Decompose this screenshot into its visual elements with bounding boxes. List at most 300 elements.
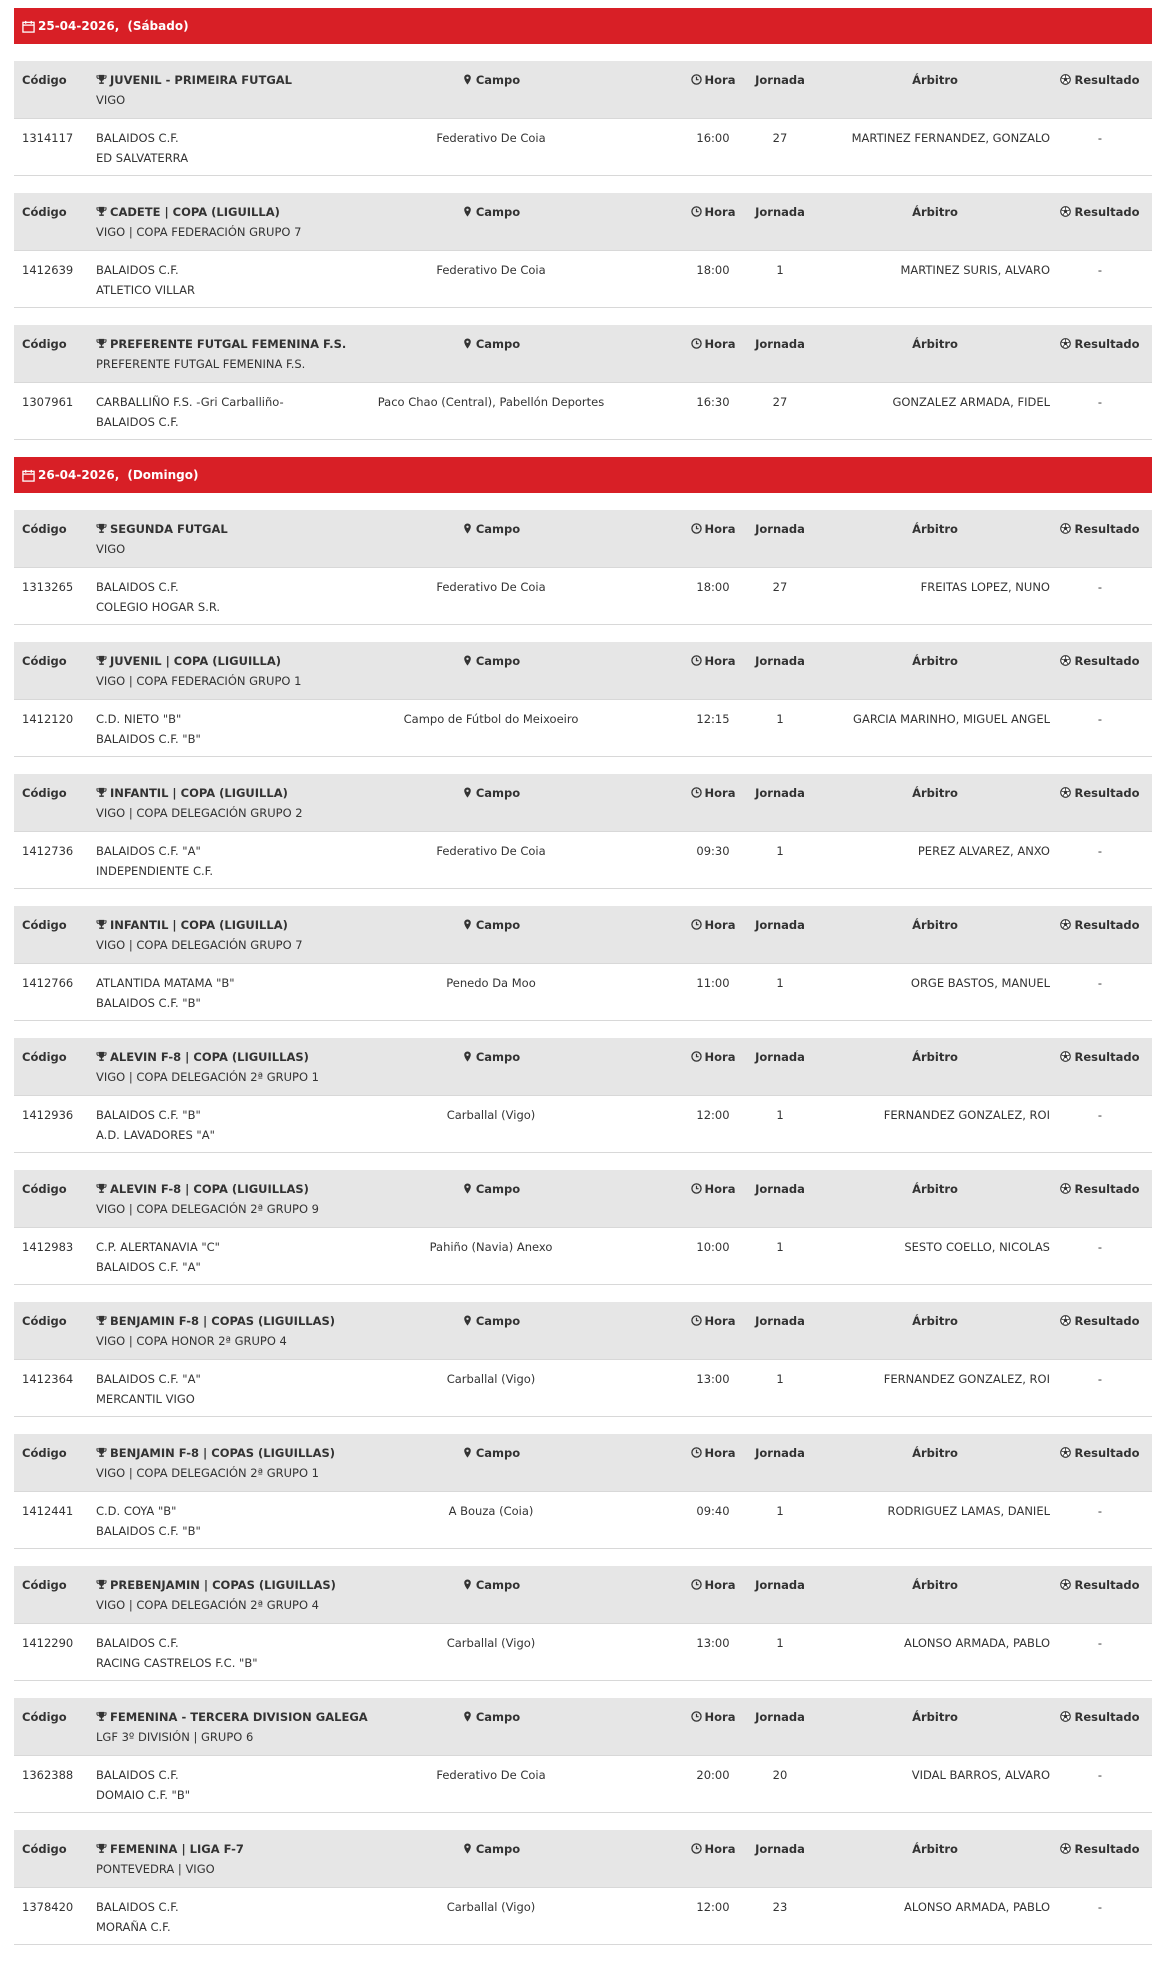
competition-name: JUVENIL - PRIMEIRA FUTGAL: [110, 73, 292, 87]
match-time: 12:15: [696, 712, 730, 726]
match-result: -: [1097, 580, 1103, 594]
code-header: Código: [22, 918, 67, 932]
away-team[interactable]: ATLETICO VILLAR: [96, 283, 196, 297]
home-team[interactable]: BALAIDOS C.F.: [96, 1636, 179, 1650]
match-header-row: [14, 1566, 1152, 1624]
competition[interactable]: [96, 651, 301, 691]
match-row[interactable]: [14, 1096, 1152, 1153]
match-referee: FERNANDEZ GONZALEZ, ROI: [883, 1372, 1050, 1386]
match-teams: [96, 709, 201, 749]
resultado-header-label: Resultado: [1074, 1710, 1140, 1724]
match-result: -: [1097, 844, 1103, 858]
competition[interactable]: [96, 202, 301, 242]
code-header: Código: [22, 1578, 67, 1592]
soccer-ball-icon: [1060, 206, 1071, 217]
match-field[interactable]: Federativo De Coia: [436, 580, 546, 594]
match-round: 1: [776, 1108, 784, 1122]
campo-header-label: Campo: [475, 337, 521, 351]
map-marker-icon: [462, 655, 473, 666]
clock-icon: [691, 919, 702, 930]
match-round: 1: [776, 1372, 784, 1386]
match-teams: [96, 1105, 215, 1145]
match-time: 16:00: [696, 131, 730, 145]
match-row[interactable]: [14, 1888, 1152, 1945]
arbitro-header: Árbitro: [912, 786, 958, 800]
competition-group: VIGO | COPA DELEGACIÓN 2ª GRUPO 1: [96, 1466, 319, 1480]
trophy-icon: [96, 919, 107, 930]
match-field[interactable]: Federativo De Coia: [436, 131, 546, 145]
match-row[interactable]: [14, 964, 1152, 1021]
competition[interactable]: [96, 915, 303, 955]
match-row[interactable]: [14, 1492, 1152, 1549]
competition[interactable]: [96, 783, 303, 823]
match-field[interactable]: Carballal (Vigo): [446, 1636, 536, 1650]
campo-header: [314, 1311, 668, 1331]
trophy-icon: [96, 1711, 107, 1722]
day-section: [14, 8, 1152, 440]
competition-name: INFANTIL | COPA (LIGUILLA): [110, 918, 288, 932]
match-field[interactable]: Federativo De Coia: [436, 1768, 546, 1782]
campo-header: [314, 1575, 668, 1595]
match-time: 16:30: [696, 395, 730, 409]
campo-header: [314, 70, 668, 90]
competition-group: VIGO: [96, 542, 126, 556]
match-round: 20: [772, 1768, 788, 1782]
arbitro-header: Árbitro: [912, 654, 958, 668]
away-team[interactable]: BALAIDOS C.F. "B": [96, 732, 201, 746]
match-field[interactable]: Carballal (Vigo): [446, 1372, 536, 1386]
match-code: 1412364: [22, 1372, 74, 1386]
match-row[interactable]: [14, 383, 1152, 440]
arbitro-header: Árbitro: [912, 1710, 958, 1724]
competition[interactable]: [96, 519, 228, 559]
campo-header-label: Campo: [475, 1314, 521, 1328]
match-teams: [96, 1633, 258, 1673]
arbitro-header: Árbitro: [912, 73, 958, 87]
match-round: 1: [776, 1636, 784, 1650]
jornada-header: Jornada: [755, 522, 805, 536]
match-code: 1412983: [22, 1240, 74, 1254]
match-referee: MARTINEZ SURIS, ALVARO: [900, 263, 1050, 277]
match-header-row: [14, 1302, 1152, 1360]
jornada-header: Jornada: [755, 1314, 805, 1328]
trophy-icon: [96, 787, 107, 798]
resultado-header-label: Resultado: [1074, 1050, 1140, 1064]
match-field[interactable]: Carballal (Vigo): [446, 1108, 536, 1122]
map-marker-icon: [462, 1447, 473, 1458]
hora-header-label: Hora: [704, 1710, 736, 1724]
resultado-header: [1048, 334, 1152, 354]
match-header-row: [14, 325, 1152, 383]
arbitro-header: Árbitro: [912, 1842, 958, 1856]
jornada-header: Jornada: [755, 1050, 805, 1064]
resultado-header-label: Resultado: [1074, 337, 1140, 351]
away-team[interactable]: A.D. LAVADORES "A": [96, 1128, 215, 1142]
campo-header-label: Campo: [475, 1050, 521, 1064]
fixtures-list: [14, 8, 1152, 1962]
match-time: 18:00: [696, 580, 730, 594]
match-result: -: [1097, 1240, 1103, 1254]
hora-header-label: Hora: [704, 73, 736, 87]
code-header: Código: [22, 337, 67, 351]
campo-header: [314, 651, 668, 671]
competition[interactable]: [96, 1047, 319, 1087]
jornada-header: Jornada: [755, 918, 805, 932]
map-marker-icon: [462, 1183, 473, 1194]
clock-icon: [691, 1051, 702, 1062]
match-field[interactable]: A Bouza (Coia): [448, 1504, 534, 1518]
match-field[interactable]: Federativo De Coia: [436, 263, 546, 277]
match-round: 27: [772, 131, 788, 145]
match-row[interactable]: [14, 119, 1152, 176]
match-block: [14, 1698, 1152, 1813]
hora-header-label: Hora: [704, 1446, 736, 1460]
match-referee: GARCIA MARINHO, MIGUEL ANGEL: [853, 712, 1050, 726]
competition-name: ALEVIN F-8 | COPA (LIGUILLAS): [110, 1050, 309, 1064]
map-marker-icon: [462, 787, 473, 798]
match-row[interactable]: [14, 1228, 1152, 1285]
trophy-icon: [96, 523, 107, 534]
match-field[interactable]: Penedo Da Moo: [446, 976, 536, 990]
soccer-ball-icon: [1060, 1711, 1071, 1722]
competition-name: SEGUNDA FUTGAL: [110, 522, 228, 536]
match-result: -: [1097, 263, 1103, 277]
arbitro-header: Árbitro: [912, 1578, 958, 1592]
match-code: 1378420: [22, 1900, 74, 1914]
match-referee: PEREZ ALVAREZ, ANXO: [917, 844, 1050, 858]
jornada-header: Jornada: [755, 786, 805, 800]
match-block: [14, 1038, 1152, 1153]
code-header: Código: [22, 205, 67, 219]
match-result: -: [1097, 1900, 1103, 1914]
match-time: 09:40: [696, 1504, 730, 1518]
campo-header: [314, 1839, 668, 1859]
campo-header: [314, 202, 668, 222]
resultado-header: [1048, 202, 1152, 222]
jornada-header: Jornada: [755, 1578, 805, 1592]
match-code: 1412120: [22, 712, 74, 726]
hora-header-label: Hora: [704, 1050, 736, 1064]
away-team[interactable]: MERCANTIL VIGO: [96, 1392, 195, 1406]
match-code: 1412290: [22, 1636, 74, 1650]
competition-group: VIGO | COPA DELEGACIÓN GRUPO 2: [96, 806, 303, 820]
home-team[interactable]: BALAIDOS C.F. "A": [96, 1372, 201, 1386]
away-team[interactable]: RACING CASTRELOS F.C. "B": [96, 1656, 258, 1670]
away-team[interactable]: COLEGIO HOGAR S.R.: [96, 600, 221, 614]
clock-icon: [691, 787, 702, 798]
away-team[interactable]: ED SALVATERRA: [96, 151, 189, 165]
match-row[interactable]: [14, 1360, 1152, 1417]
competition-name: BENJAMIN F-8 | COPAS (LIGUILLAS): [110, 1446, 336, 1460]
campo-header-label: Campo: [475, 1446, 521, 1460]
soccer-ball-icon: [1060, 338, 1071, 349]
match-teams: [96, 1897, 179, 1937]
competition[interactable]: [96, 1575, 336, 1615]
match-header-row: [14, 510, 1152, 568]
campo-header-label: Campo: [475, 522, 521, 536]
match-time: 10:00: [696, 1240, 730, 1254]
match-block: [14, 61, 1152, 176]
arbitro-header: Árbitro: [912, 1050, 958, 1064]
trophy-icon: [96, 655, 107, 666]
trophy-icon: [96, 74, 107, 85]
match-header-row: [14, 1830, 1152, 1888]
competition[interactable]: [96, 1311, 335, 1351]
home-team[interactable]: BALAIDOS C.F.: [96, 580, 179, 594]
away-team[interactable]: BALAIDOS C.F.: [96, 415, 179, 429]
clock-icon: [691, 523, 702, 534]
campo-header: [314, 1443, 668, 1463]
match-header-row: [14, 642, 1152, 700]
competition-name: PREFERENTE FUTGAL FEMENINA F.S.: [110, 337, 347, 351]
match-code: 1307961: [22, 395, 74, 409]
match-time: 12:00: [696, 1900, 730, 1914]
competition-group: PONTEVEDRA | VIGO: [96, 1862, 215, 1876]
resultado-header: [1048, 1179, 1152, 1199]
competition[interactable]: [96, 1443, 335, 1483]
code-header: Código: [22, 786, 67, 800]
day-header: [14, 457, 1152, 493]
match-row[interactable]: [14, 700, 1152, 757]
arbitro-header: Árbitro: [912, 205, 958, 219]
home-team[interactable]: BALAIDOS C.F.: [96, 1900, 179, 1914]
competition-group: VIGO | COPA FEDERACIÓN GRUPO 1: [96, 674, 302, 688]
match-block: [14, 906, 1152, 1021]
clock-icon: [691, 338, 702, 349]
campo-header: [314, 334, 668, 354]
campo-header-label: Campo: [475, 1578, 521, 1592]
match-header-row: [14, 61, 1152, 119]
trophy-icon: [96, 1843, 107, 1854]
day-date: 26-04-2026,: [38, 468, 120, 482]
hora-header-label: Hora: [704, 522, 736, 536]
jornada-header: Jornada: [755, 1182, 805, 1196]
match-field[interactable]: Federativo De Coia: [436, 844, 546, 858]
arbitro-header: Árbitro: [912, 1182, 958, 1196]
soccer-ball-icon: [1060, 523, 1071, 534]
resultado-header-label: Resultado: [1074, 522, 1140, 536]
campo-header: [314, 915, 668, 935]
map-marker-icon: [462, 1579, 473, 1590]
soccer-ball-icon: [1060, 1447, 1071, 1458]
clock-icon: [691, 1711, 702, 1722]
match-code: 1362388: [22, 1768, 74, 1782]
competition-group: VIGO: [96, 93, 126, 107]
home-team[interactable]: C.P. ALERTANAVIA "C": [96, 1240, 220, 1254]
competition-name: CADETE | COPA (LIGUILLA): [110, 205, 280, 219]
resultado-header-label: Resultado: [1074, 1446, 1140, 1460]
match-field[interactable]: Carballal (Vigo): [446, 1900, 536, 1914]
resultado-header: [1048, 915, 1152, 935]
match-row[interactable]: [14, 1624, 1152, 1681]
match-header-row: [14, 906, 1152, 964]
match-code: 1412736: [22, 844, 74, 858]
arbitro-header: Árbitro: [912, 1314, 958, 1328]
home-team[interactable]: ATLANTIDA MATAMA "B": [96, 976, 235, 990]
map-marker-icon: [462, 338, 473, 349]
match-field[interactable]: Pahiño (Navia) Anexo: [429, 1240, 553, 1254]
soccer-ball-icon: [1060, 919, 1071, 930]
match-teams: [96, 1369, 201, 1409]
campo-header-label: Campo: [475, 205, 521, 219]
match-round: 1: [776, 844, 784, 858]
match-header-row: [14, 774, 1152, 832]
clock-icon: [691, 1315, 702, 1326]
match-result: -: [1097, 1372, 1103, 1386]
match-header-row: [14, 1038, 1152, 1096]
away-team[interactable]: MORAÑA C.F.: [96, 1920, 171, 1934]
code-header: Código: [22, 522, 67, 536]
match-row[interactable]: [14, 568, 1152, 625]
campo-header-label: Campo: [475, 1710, 521, 1724]
soccer-ball-icon: [1060, 1183, 1071, 1194]
match-row[interactable]: [14, 251, 1152, 308]
clock-icon: [691, 1447, 702, 1458]
match-teams: [96, 841, 213, 881]
home-team[interactable]: CARBALLIÑO F.S. -Gri Carballiño-: [96, 395, 284, 409]
campo-header-label: Campo: [475, 918, 521, 932]
home-team[interactable]: BALAIDOS C.F. "B": [96, 1108, 201, 1122]
trophy-icon: [96, 1183, 107, 1194]
match-round: 1: [776, 1504, 784, 1518]
clock-icon: [691, 1579, 702, 1590]
match-time: 13:00: [696, 1636, 730, 1650]
match-round: 1: [776, 263, 784, 277]
code-header: Código: [22, 1842, 67, 1856]
soccer-ball-icon: [1060, 1579, 1071, 1590]
match-time: 09:30: [696, 844, 730, 858]
soccer-ball-icon: [1060, 655, 1071, 666]
hora-header-label: Hora: [704, 205, 736, 219]
competition-group: VIGO | COPA FEDERACIÓN GRUPO 7: [96, 225, 302, 239]
competition-group: LGF 3º DIVISIÓN | GRUPO 6: [96, 1730, 254, 1744]
away-team[interactable]: INDEPENDIENTE C.F.: [96, 864, 214, 878]
competition-name: BENJAMIN F-8 | COPAS (LIGUILLAS): [110, 1314, 336, 1328]
away-team[interactable]: BALAIDOS C.F. "B": [96, 996, 201, 1010]
day-section: [14, 457, 1152, 1945]
campo-header-label: Campo: [475, 1182, 521, 1196]
away-team[interactable]: BALAIDOS C.F. "B": [96, 1524, 201, 1538]
match-block: [14, 1830, 1152, 1945]
match-referee: VIDAL BARROS, ALVARO: [911, 1768, 1050, 1782]
competition-group: VIGO | COPA HONOR 2ª GRUPO 4: [96, 1334, 287, 1348]
home-team[interactable]: C.D. COYA "B": [96, 1504, 177, 1518]
competition-group: VIGO | COPA DELEGACIÓN 2ª GRUPO 9: [96, 1202, 319, 1216]
arbitro-header: Árbitro: [912, 337, 958, 351]
day-header: [14, 8, 1152, 44]
match-referee: GONZALEZ ARMADA, FIDEL: [892, 395, 1050, 409]
competition[interactable]: [96, 70, 292, 110]
calendar-icon: [22, 469, 35, 482]
campo-header-label: Campo: [475, 73, 521, 87]
map-marker-icon: [462, 1315, 473, 1326]
resultado-header-label: Resultado: [1074, 654, 1140, 668]
trophy-icon: [96, 1051, 107, 1062]
competition[interactable]: [96, 334, 346, 374]
map-marker-icon: [462, 74, 473, 85]
hora-header-label: Hora: [704, 337, 736, 351]
resultado-header-label: Resultado: [1074, 73, 1140, 87]
hora-header-label: Hora: [704, 1314, 736, 1328]
match-round: 1: [776, 712, 784, 726]
home-team[interactable]: BALAIDOS C.F.: [96, 263, 179, 277]
match-header-row: [14, 1698, 1152, 1756]
hora-header-label: Hora: [704, 654, 736, 668]
match-result: -: [1097, 1504, 1103, 1518]
match-time: 13:00: [696, 1372, 730, 1386]
home-team[interactable]: BALAIDOS C.F. "A": [96, 844, 201, 858]
campo-header-label: Campo: [475, 1842, 521, 1856]
competition-name: PREBENJAMIN | COPAS (LIGUILLAS): [110, 1578, 336, 1592]
home-team[interactable]: C.D. NIETO "B": [96, 712, 182, 726]
campo-header: [314, 1707, 668, 1727]
away-team[interactable]: DOMAIO C.F. "B": [96, 1788, 191, 1802]
jornada-header: Jornada: [755, 337, 805, 351]
resultado-header: [1048, 1443, 1152, 1463]
match-row[interactable]: [14, 832, 1152, 889]
match-code: 1313265: [22, 580, 74, 594]
match-field[interactable]: Campo de Fútbol do Meixoeiro: [403, 712, 579, 726]
jornada-header: Jornada: [755, 1842, 805, 1856]
match-block: [14, 193, 1152, 308]
competition[interactable]: [96, 1839, 244, 1879]
match-round: 1: [776, 1240, 784, 1254]
clock-icon: [691, 1843, 702, 1854]
match-field[interactable]: Paco Chao (Central), Pabellón Deportes: [377, 395, 605, 409]
jornada-header: Jornada: [755, 654, 805, 668]
match-block: [14, 642, 1152, 757]
match-round: 1: [776, 976, 784, 990]
trophy-icon: [96, 206, 107, 217]
resultado-header: [1048, 70, 1152, 90]
match-referee: SESTO COELLO, NICOLAS: [904, 1240, 1050, 1254]
map-marker-icon: [462, 1843, 473, 1854]
clock-icon: [691, 655, 702, 666]
match-result: -: [1097, 1636, 1103, 1650]
code-header: Código: [22, 1314, 67, 1328]
campo-header: [314, 783, 668, 803]
resultado-header: [1048, 1047, 1152, 1067]
resultado-header-label: Resultado: [1074, 1182, 1140, 1196]
jornada-header: Jornada: [755, 205, 805, 219]
match-time: 12:00: [696, 1108, 730, 1122]
match-teams: [96, 1765, 190, 1805]
resultado-header: [1048, 1707, 1152, 1727]
match-teams: [96, 973, 235, 1013]
match-referee: MARTINEZ FERNANDEZ, GONZALO: [851, 131, 1050, 145]
campo-header: [314, 1179, 668, 1199]
resultado-header-label: Resultado: [1074, 1578, 1140, 1592]
match-teams: [96, 1501, 201, 1541]
match-row[interactable]: [14, 1756, 1152, 1813]
match-block: [14, 1302, 1152, 1417]
trophy-icon: [96, 1315, 107, 1326]
match-block: [14, 325, 1152, 440]
resultado-header: [1048, 651, 1152, 671]
competition-name: ALEVIN F-8 | COPA (LIGUILLAS): [110, 1182, 309, 1196]
competition[interactable]: [96, 1179, 319, 1219]
map-marker-icon: [462, 523, 473, 534]
match-teams: [96, 128, 188, 168]
match-referee: RODRIGUEZ LAMAS, DANIEL: [887, 1504, 1050, 1518]
home-team[interactable]: BALAIDOS C.F.: [96, 1768, 179, 1782]
home-team[interactable]: BALAIDOS C.F.: [96, 131, 179, 145]
arbitro-header: Árbitro: [912, 522, 958, 536]
resultado-header-label: Resultado: [1074, 786, 1140, 800]
match-round: 23: [772, 1900, 788, 1914]
day-weekday: (Domingo): [127, 468, 199, 482]
away-team[interactable]: BALAIDOS C.F. "A": [96, 1260, 201, 1274]
